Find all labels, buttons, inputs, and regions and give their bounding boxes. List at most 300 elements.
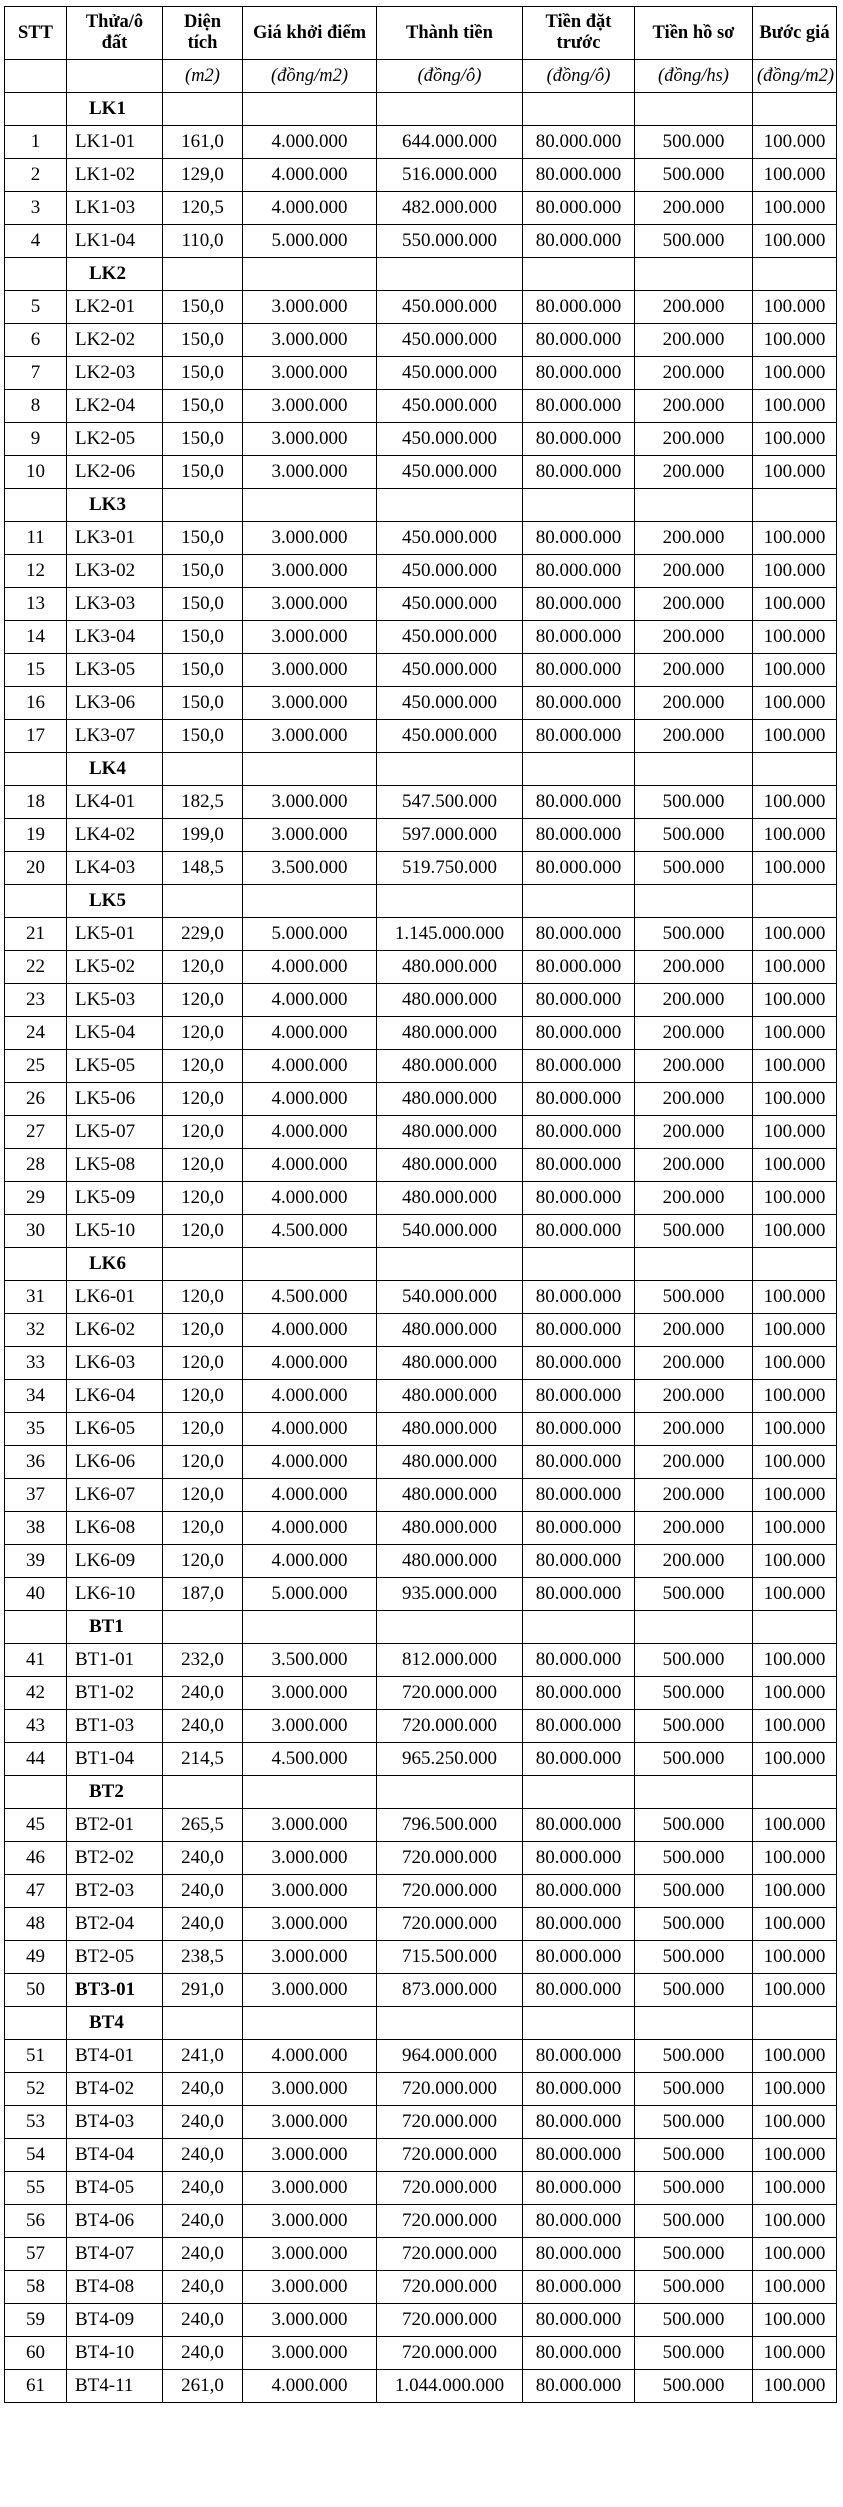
table-cell: 54 (5, 2139, 67, 2172)
table-cell: 14 (5, 621, 67, 654)
table-cell: 100.000 (753, 1710, 837, 1743)
table-cell: 100.000 (753, 984, 837, 1017)
table-cell: 200.000 (635, 1083, 753, 1116)
table-cell: 80.000.000 (523, 1347, 635, 1380)
table-cell: 61 (5, 2370, 67, 2403)
table-cell: 4.000.000 (243, 1479, 377, 1512)
table-row (5, 1974, 837, 2007)
table-cell: 150,0 (163, 456, 243, 489)
table-cell: 720.000.000 (377, 1875, 523, 1908)
table-cell: 52 (5, 2073, 67, 2106)
empty-cell (377, 885, 523, 918)
table-cell: 500.000 (635, 159, 753, 192)
table-cell: 80.000.000 (523, 2205, 635, 2238)
empty-cell (243, 258, 377, 291)
table-cell: 100.000 (753, 1677, 837, 1710)
table-row (5, 1050, 837, 1083)
table-cell: LK5-03 (67, 984, 163, 1017)
table-cell: 80.000.000 (523, 1842, 635, 1875)
empty-cell (753, 93, 837, 126)
empty-cell (377, 489, 523, 522)
empty-cell (523, 2007, 635, 2040)
table-cell: 37 (5, 1479, 67, 1512)
empty-cell (163, 1248, 243, 1281)
group-row (5, 1776, 837, 1809)
table-cell: 100.000 (753, 1281, 837, 1314)
table-cell: 3.000.000 (243, 456, 377, 489)
table-cell: 480.000.000 (377, 1446, 523, 1479)
table-cell: 200.000 (635, 1413, 753, 1446)
table-cell: 240,0 (163, 1875, 243, 1908)
table-cell: 80.000.000 (523, 291, 635, 324)
group-row (5, 1611, 837, 1644)
table-cell: 100.000 (753, 1083, 837, 1116)
table-cell: 60 (5, 2337, 67, 2370)
table-cell: 120,0 (163, 1149, 243, 1182)
table-cell: 25 (5, 1050, 67, 1083)
empty-cell (5, 258, 67, 291)
table-cell: 100.000 (753, 192, 837, 225)
table-cell: 34 (5, 1380, 67, 1413)
empty-cell (753, 2007, 837, 2040)
col-header-area: Diện tích (163, 7, 243, 60)
table-cell: 46 (5, 1842, 67, 1875)
table-cell: BT1-04 (67, 1743, 163, 1776)
table-cell: 35 (5, 1413, 67, 1446)
table-cell: 240,0 (163, 2304, 243, 2337)
table-row (5, 1446, 837, 1479)
table-cell: 500.000 (635, 2271, 753, 2304)
table-cell: 100.000 (753, 819, 837, 852)
table-cell: 5 (5, 291, 67, 324)
table-row (5, 1380, 837, 1413)
table-cell: 129,0 (163, 159, 243, 192)
empty-cell (635, 753, 753, 786)
table-cell: BT4-01 (67, 2040, 163, 2073)
table-row (5, 555, 837, 588)
table-cell: 80.000.000 (523, 1644, 635, 1677)
unit-cell (67, 60, 163, 93)
table-cell: 100.000 (753, 1479, 837, 1512)
table-cell: 2 (5, 159, 67, 192)
table-cell: 80.000.000 (523, 522, 635, 555)
table-cell: 100.000 (753, 1908, 837, 1941)
table-cell: 3.000.000 (243, 1809, 377, 1842)
table-cell: 55 (5, 2172, 67, 2205)
table-cell: 3.000.000 (243, 522, 377, 555)
table-cell: BT4-11 (67, 2370, 163, 2403)
table-cell: 4 (5, 225, 67, 258)
table-cell: 720.000.000 (377, 2337, 523, 2370)
table-row (5, 1512, 837, 1545)
table-cell: 4.000.000 (243, 1512, 377, 1545)
table-cell: 200.000 (635, 621, 753, 654)
table-cell: BT4-10 (67, 2337, 163, 2370)
table-cell: 480.000.000 (377, 1479, 523, 1512)
table-cell: 3.000.000 (243, 1974, 377, 2007)
table-cell: 100.000 (753, 1644, 837, 1677)
table-cell: 80.000.000 (523, 2304, 635, 2337)
table-cell: 200.000 (635, 357, 753, 390)
table-cell: BT1-01 (67, 1644, 163, 1677)
empty-cell (5, 1611, 67, 1644)
table-cell: 238,5 (163, 1941, 243, 1974)
table-cell: 100.000 (753, 786, 837, 819)
table-cell: 9 (5, 423, 67, 456)
table-cell: 100.000 (753, 621, 837, 654)
table-cell: 3.000.000 (243, 720, 377, 753)
table-row (5, 1149, 837, 1182)
unit-cell: (đồng/ô) (377, 60, 523, 93)
table-cell: 4.000.000 (243, 1380, 377, 1413)
table-cell: 120,0 (163, 1050, 243, 1083)
table-cell: 500.000 (635, 1578, 753, 1611)
table-row (5, 1116, 837, 1149)
table-cell: 110,0 (163, 225, 243, 258)
table-cell: 720.000.000 (377, 1908, 523, 1941)
group-row (5, 753, 837, 786)
table-cell: 100.000 (753, 1842, 837, 1875)
empty-cell (523, 885, 635, 918)
table-cell: 150,0 (163, 687, 243, 720)
table-cell: 4.000.000 (243, 1017, 377, 1050)
table-cell: 80.000.000 (523, 423, 635, 456)
table-cell: 80.000.000 (523, 621, 635, 654)
units-row (5, 60, 837, 93)
empty-cell (377, 1776, 523, 1809)
empty-cell (5, 489, 67, 522)
table-cell: 100.000 (753, 126, 837, 159)
table-cell: 3.000.000 (243, 1941, 377, 1974)
table-cell: LK5-02 (67, 951, 163, 984)
table-cell: 4.500.000 (243, 1743, 377, 1776)
empty-cell (753, 258, 837, 291)
table-cell: 100.000 (753, 1017, 837, 1050)
table-cell: 80.000.000 (523, 654, 635, 687)
table-cell: 22 (5, 951, 67, 984)
table-cell: 100.000 (753, 687, 837, 720)
table-cell: 199,0 (163, 819, 243, 852)
table-cell: 500.000 (635, 2337, 753, 2370)
table-cell: 3.000.000 (243, 621, 377, 654)
col-header-stt: STT (5, 7, 67, 60)
table-cell: 3.000.000 (243, 2337, 377, 2370)
table-row (5, 1017, 837, 1050)
empty-cell (523, 1776, 635, 1809)
table-cell: 3.000.000 (243, 1908, 377, 1941)
table-cell: 19 (5, 819, 67, 852)
table-cell: 500.000 (635, 1842, 753, 1875)
table-cell: 450.000.000 (377, 456, 523, 489)
table-cell: 100.000 (753, 390, 837, 423)
table-cell: LK2-06 (67, 456, 163, 489)
table-cell: 120,0 (163, 1116, 243, 1149)
table-cell: BT2-01 (67, 1809, 163, 1842)
table-cell: BT2-05 (67, 1941, 163, 1974)
table-cell: 240,0 (163, 2271, 243, 2304)
table-cell: 148,5 (163, 852, 243, 885)
table-cell: 3.000.000 (243, 291, 377, 324)
table-cell: 200.000 (635, 456, 753, 489)
table-cell: 1.044.000.000 (377, 2370, 523, 2403)
empty-cell (635, 1776, 753, 1809)
table-cell: 4.000.000 (243, 1446, 377, 1479)
table-cell: 80.000.000 (523, 2172, 635, 2205)
table-cell: 200.000 (635, 1512, 753, 1545)
table-cell: 12 (5, 555, 67, 588)
table-cell: 80.000.000 (523, 1545, 635, 1578)
group-label: LK3 (67, 489, 163, 522)
table-cell: 80.000.000 (523, 1182, 635, 1215)
table-cell: 120,0 (163, 984, 243, 1017)
table-cell: 6 (5, 324, 67, 357)
table-cell: 80.000.000 (523, 819, 635, 852)
table-cell: 3.000.000 (243, 324, 377, 357)
empty-cell (635, 885, 753, 918)
table-cell: 229,0 (163, 918, 243, 951)
table-cell: 540.000.000 (377, 1281, 523, 1314)
table-row (5, 1413, 837, 1446)
table-cell: 500.000 (635, 1215, 753, 1248)
table-cell: 24 (5, 1017, 67, 1050)
table-cell: 500.000 (635, 918, 753, 951)
table-cell: 100.000 (753, 2106, 837, 2139)
table-row (5, 2172, 837, 2205)
table-cell: 59 (5, 2304, 67, 2337)
unit-cell: (đồng/m2) (243, 60, 377, 93)
table-cell: 4.000.000 (243, 1116, 377, 1149)
table-cell: 80.000.000 (523, 159, 635, 192)
table-cell: BT2-03 (67, 1875, 163, 1908)
table-cell: 480.000.000 (377, 1017, 523, 1050)
table-cell: 80.000.000 (523, 1116, 635, 1149)
table-cell: 21 (5, 918, 67, 951)
table-cell: 150,0 (163, 324, 243, 357)
table-cell: 4.500.000 (243, 1281, 377, 1314)
table-cell: 720.000.000 (377, 2106, 523, 2139)
table-cell: LK4-02 (67, 819, 163, 852)
table-cell: LK3-05 (67, 654, 163, 687)
table-cell: 3.500.000 (243, 1644, 377, 1677)
table-cell: 120,0 (163, 1479, 243, 1512)
table-cell: 200.000 (635, 1116, 753, 1149)
empty-cell (377, 2007, 523, 2040)
table-cell: 200.000 (635, 1314, 753, 1347)
table-cell: 200.000 (635, 555, 753, 588)
table-cell: BT4-08 (67, 2271, 163, 2304)
table-cell: 100.000 (753, 225, 837, 258)
table-cell: 4.000.000 (243, 1545, 377, 1578)
table-cell: 100.000 (753, 555, 837, 588)
table-cell: 500.000 (635, 225, 753, 258)
table-cell: 80.000.000 (523, 1446, 635, 1479)
table-row (5, 951, 837, 984)
table-cell: 200.000 (635, 588, 753, 621)
table-cell: 200.000 (635, 1380, 753, 1413)
table-cell: 965.250.000 (377, 1743, 523, 1776)
table-cell: 480.000.000 (377, 1413, 523, 1446)
table-cell: 38 (5, 1512, 67, 1545)
table-cell: 3.000.000 (243, 2172, 377, 2205)
table-row (5, 1842, 837, 1875)
table-row (5, 819, 837, 852)
table-cell: 40 (5, 1578, 67, 1611)
table-cell: 450.000.000 (377, 390, 523, 423)
empty-cell (5, 1776, 67, 1809)
table-cell: 4.000.000 (243, 1083, 377, 1116)
empty-cell (635, 1611, 753, 1644)
table-cell: 720.000.000 (377, 2205, 523, 2238)
table-cell: 480.000.000 (377, 984, 523, 1017)
table-cell: 150,0 (163, 555, 243, 588)
table-cell: 4.000.000 (243, 1182, 377, 1215)
table-cell: 80.000.000 (523, 2139, 635, 2172)
table-cell: 500.000 (635, 1281, 753, 1314)
table-cell: LK6-04 (67, 1380, 163, 1413)
table-cell: 80.000.000 (523, 324, 635, 357)
table-cell: 4.000.000 (243, 984, 377, 1017)
table-cell: 480.000.000 (377, 1149, 523, 1182)
table-cell: 80.000.000 (523, 1743, 635, 1776)
table-cell: LK3-03 (67, 588, 163, 621)
table-cell: 450.000.000 (377, 687, 523, 720)
table-cell: 42 (5, 1677, 67, 1710)
table-cell: 80.000.000 (523, 357, 635, 390)
empty-cell (243, 1611, 377, 1644)
table-cell: 80.000.000 (523, 1083, 635, 1116)
table-cell: 3.000.000 (243, 2139, 377, 2172)
table-cell: BT4-03 (67, 2106, 163, 2139)
table-cell: 100.000 (753, 1875, 837, 1908)
table-cell: 200.000 (635, 1017, 753, 1050)
table-cell: 200.000 (635, 1347, 753, 1380)
table-cell: 500.000 (635, 2073, 753, 2106)
table-cell: 100.000 (753, 1446, 837, 1479)
table-row (5, 687, 837, 720)
table-cell: LK3-07 (67, 720, 163, 753)
col-header-deposit: Tiền đặt trước (523, 7, 635, 60)
table-cell: 3.000.000 (243, 357, 377, 390)
table-cell: 450.000.000 (377, 588, 523, 621)
table-cell: 500.000 (635, 1710, 753, 1743)
empty-cell (753, 1611, 837, 1644)
table-cell: BT4-05 (67, 2172, 163, 2205)
table-cell: 100.000 (753, 1578, 837, 1611)
table-cell: 450.000.000 (377, 654, 523, 687)
table-cell: 500.000 (635, 1743, 753, 1776)
table-cell: 240,0 (163, 1842, 243, 1875)
table-cell: 100.000 (753, 2040, 837, 2073)
table-cell: 80.000.000 (523, 1908, 635, 1941)
table-cell: 150,0 (163, 720, 243, 753)
table-cell: LK6-03 (67, 1347, 163, 1380)
table-cell: 100.000 (753, 588, 837, 621)
land-price-table (4, 6, 837, 2403)
empty-cell (163, 753, 243, 786)
table-cell: 100.000 (753, 2271, 837, 2304)
table-cell: 100.000 (753, 852, 837, 885)
table-cell: 644.000.000 (377, 126, 523, 159)
table-cell: 935.000.000 (377, 1578, 523, 1611)
group-label: LK6 (67, 1248, 163, 1281)
table-cell: 3.000.000 (243, 2106, 377, 2139)
table-cell: 5.000.000 (243, 225, 377, 258)
table-row (5, 720, 837, 753)
table-cell: 500.000 (635, 1908, 753, 1941)
table-cell: 3.000.000 (243, 2205, 377, 2238)
table-cell: 500.000 (635, 1809, 753, 1842)
table-cell: 240,0 (163, 2205, 243, 2238)
table-cell: 597.000.000 (377, 819, 523, 852)
table-cell: 240,0 (163, 2337, 243, 2370)
table-cell: 80.000.000 (523, 2040, 635, 2073)
table-cell: 80.000.000 (523, 1875, 635, 1908)
table-cell: LK6-10 (67, 1578, 163, 1611)
table-cell: 80.000.000 (523, 588, 635, 621)
table-cell: 500.000 (635, 1941, 753, 1974)
table-cell: 500.000 (635, 852, 753, 885)
table-cell: 100.000 (753, 2304, 837, 2337)
table-cell: BT4-04 (67, 2139, 163, 2172)
table-cell: LK5-08 (67, 1149, 163, 1182)
table-cell: BT4-07 (67, 2238, 163, 2271)
table-cell: 240,0 (163, 2139, 243, 2172)
table-cell: 100.000 (753, 720, 837, 753)
table-row (5, 1875, 837, 1908)
table-cell: 56 (5, 2205, 67, 2238)
table-cell: 4.000.000 (243, 2040, 377, 2073)
table-cell: 500.000 (635, 1677, 753, 1710)
table-cell: 120,0 (163, 1446, 243, 1479)
table-cell: 80.000.000 (523, 1215, 635, 1248)
table-cell: BT4-02 (67, 2073, 163, 2106)
table-cell: 13 (5, 588, 67, 621)
table-cell: 3.000.000 (243, 2304, 377, 2337)
table-row (5, 423, 837, 456)
table-cell: 80.000.000 (523, 192, 635, 225)
unit-cell: (m2) (163, 60, 243, 93)
table-cell: 480.000.000 (377, 1380, 523, 1413)
table-cell: 3 (5, 192, 67, 225)
table-cell: LK3-06 (67, 687, 163, 720)
table-cell: LK1-02 (67, 159, 163, 192)
group-label: BT2 (67, 1776, 163, 1809)
table-row (5, 2040, 837, 2073)
table-cell: 480.000.000 (377, 1116, 523, 1149)
table-cell: 80.000.000 (523, 2370, 635, 2403)
table-cell: 80.000.000 (523, 1578, 635, 1611)
table-cell: 4.500.000 (243, 1215, 377, 1248)
table-cell: LK2-02 (67, 324, 163, 357)
table-cell: 200.000 (635, 390, 753, 423)
empty-cell (753, 1248, 837, 1281)
table-cell: 17 (5, 720, 67, 753)
empty-cell (377, 258, 523, 291)
empty-cell (243, 1776, 377, 1809)
table-cell: 80.000.000 (523, 555, 635, 588)
table-cell: 80.000.000 (523, 1710, 635, 1743)
table-cell: 3.000.000 (243, 687, 377, 720)
table-cell: 720.000.000 (377, 2271, 523, 2304)
col-header-lot: Thửa/ô đất (67, 7, 163, 60)
table-cell: 720.000.000 (377, 2139, 523, 2172)
table-cell: 5.000.000 (243, 1578, 377, 1611)
table-cell: 100.000 (753, 1380, 837, 1413)
table-cell: 480.000.000 (377, 1314, 523, 1347)
table-cell: 80.000.000 (523, 1017, 635, 1050)
table-cell: 500.000 (635, 786, 753, 819)
table-row (5, 192, 837, 225)
